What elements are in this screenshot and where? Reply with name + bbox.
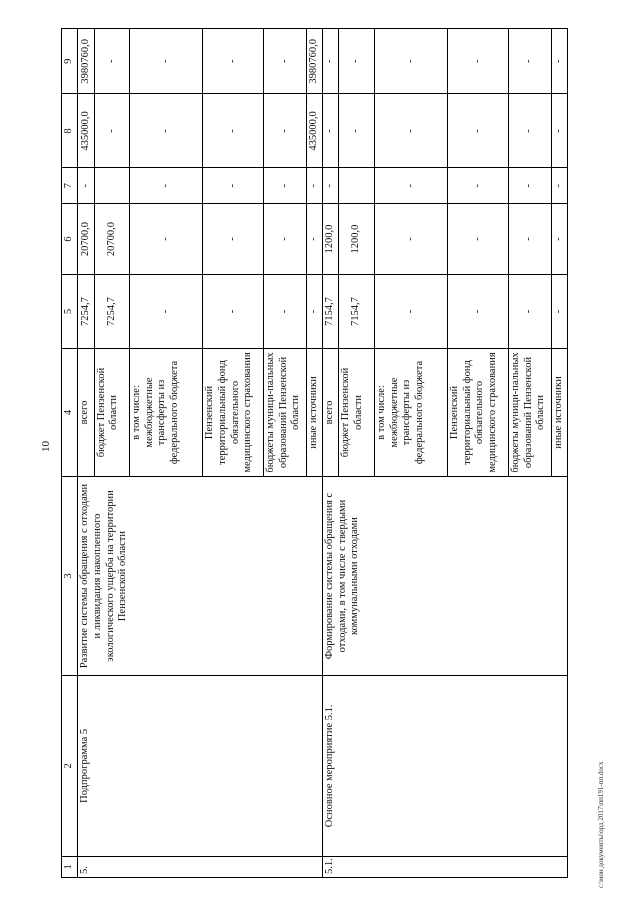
value-cell: - (551, 168, 567, 204)
value-cell: - (130, 29, 203, 94)
value-cell: 1200,0 (323, 203, 339, 274)
value-cell: - (78, 168, 94, 204)
header-cell: 1 (62, 856, 78, 877)
funding-source: Пензенский территориальный фонд обязательного медицинского страхования (203, 349, 264, 477)
value-cell: - (203, 203, 264, 274)
value-cell: - (448, 275, 509, 349)
funding-source: в том числе: межбюджетные трансферты из федерального бюджета (130, 349, 203, 477)
value-cell: - (375, 94, 448, 168)
value-cell: - (323, 29, 339, 94)
value-cell: - (551, 94, 567, 168)
value-cell: 20700,0 (94, 203, 130, 274)
value-cell: - (551, 203, 567, 274)
header-cell: 3 (62, 476, 78, 675)
value-cell: - (323, 168, 339, 204)
value-cell: - (94, 29, 130, 94)
header-row (62, 29, 78, 878)
program-name: Основное мероприятие 5.1. (323, 676, 568, 857)
header-cell: 2 (62, 676, 78, 857)
funding-source: иные источники (306, 349, 322, 477)
funding-source: бюджеты муници-пальных образований Пензенской области (508, 349, 551, 477)
value-cell: - (130, 203, 203, 274)
value-cell: - (94, 94, 130, 168)
header-cell: 9 (62, 29, 78, 94)
value-cell: - (203, 29, 264, 94)
value-cell: - (203, 94, 264, 168)
funding-source: иные источники (551, 349, 567, 477)
value-cell: - (264, 203, 307, 274)
value-cell: - (375, 203, 448, 274)
value-cell: 7254,7 (78, 275, 94, 349)
value-cell: - (264, 94, 307, 168)
value-cell: - (375, 168, 448, 204)
funding-source: всего (78, 349, 94, 477)
funding-source: Пензенский территориальный фонд обязательного медицинского страхования (448, 349, 509, 477)
value-cell: 435000,0 (306, 94, 322, 168)
value-cell: 7154,7 (323, 275, 339, 349)
value-cell: - (508, 168, 551, 204)
footer-path: c:\мои документы\орд 2017\пп191-пп.docx (597, 761, 605, 888)
value-cell: - (203, 168, 264, 204)
funding-source: бюджеты муници-пальных образований Пензенской области (264, 349, 307, 477)
funding-source: в том числе: межбюджетные трансферты из федерального бюджета (375, 349, 448, 477)
value-cell: - (264, 275, 307, 349)
value-cell: - (508, 275, 551, 349)
value-cell: - (339, 94, 375, 168)
value-cell: - (448, 94, 509, 168)
value-cell: 3980760,0 (78, 29, 94, 94)
value-cell: - (264, 168, 307, 204)
table-row (78, 29, 94, 878)
value-cell: - (264, 29, 307, 94)
value-cell: 435000,0 (78, 94, 94, 168)
value-cell: - (448, 203, 509, 274)
funding-source: бюджет Пензенской области (339, 349, 375, 477)
value-cell: - (508, 94, 551, 168)
header-cell: 4 (62, 349, 78, 477)
table-body (62, 29, 568, 878)
value-cell: - (130, 275, 203, 349)
value-cell: - (323, 94, 339, 168)
value-cell (94, 168, 130, 204)
value-cell: - (306, 275, 322, 349)
program-table (61, 28, 568, 878)
program-name: Подпрограмма 5 (78, 676, 323, 857)
value-cell: - (551, 29, 567, 94)
value-cell: - (448, 168, 509, 204)
value-cell: 3980760,0 (306, 29, 322, 94)
header-cell: 5 (62, 275, 78, 349)
value-cell: 7254,7 (94, 275, 130, 349)
program-title: Развитие системы обращения с отходами и ликвидация накопленного экологического ущерба на территории Пензенской области (78, 476, 323, 675)
value-cell: - (508, 29, 551, 94)
header-cell: 8 (62, 94, 78, 168)
table-row (323, 29, 339, 878)
header-cell: 6 (62, 203, 78, 274)
value-cell: - (306, 203, 322, 274)
value-cell: - (448, 29, 509, 94)
value-cell: 20700,0 (78, 203, 94, 274)
rotated-table-wrapper (61, 28, 568, 878)
row-number: 5.1. (323, 856, 568, 877)
page-number: 10 (40, 441, 52, 452)
value-cell: - (551, 275, 567, 349)
value-cell: - (130, 94, 203, 168)
row-number: 5. (78, 856, 323, 877)
value-cell (339, 168, 375, 204)
value-cell: - (508, 203, 551, 274)
value-cell: - (339, 29, 375, 94)
header-cell: 7 (62, 168, 78, 204)
value-cell: - (306, 168, 322, 204)
value-cell: 1200,0 (339, 203, 375, 274)
funding-source: бюджет Пензенской области (94, 349, 130, 477)
funding-source: всего (323, 349, 339, 477)
value-cell: - (375, 29, 448, 94)
value-cell: 7154,7 (339, 275, 375, 349)
program-title: Формирование системы обращения с отходами, в том числе с твердыми коммунальными отходами (323, 476, 568, 675)
value-cell: - (375, 275, 448, 349)
value-cell: - (203, 275, 264, 349)
value-cell: - (130, 168, 203, 204)
